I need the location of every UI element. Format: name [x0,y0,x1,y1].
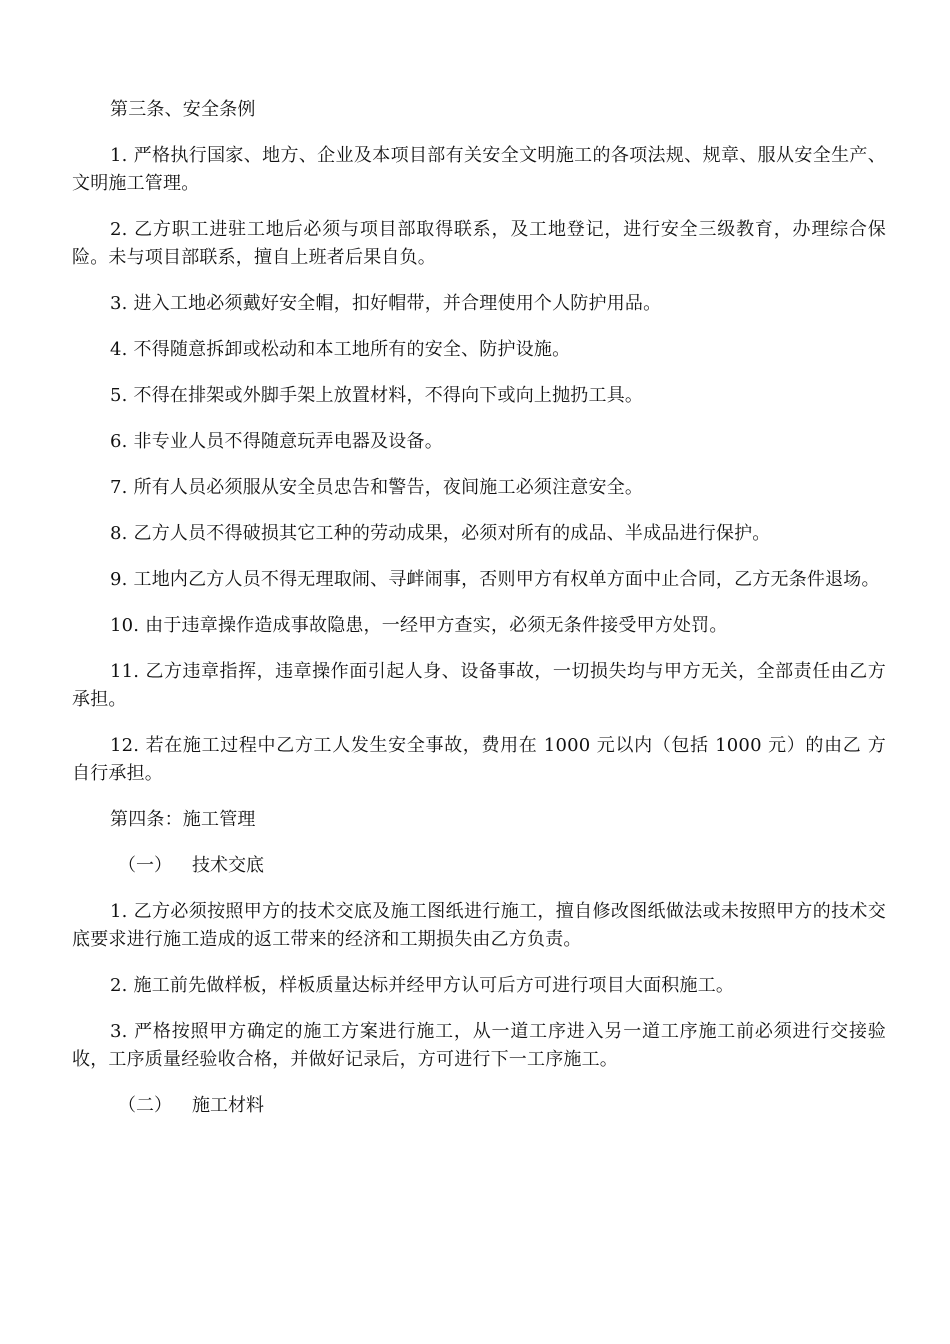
article-3-item-4: 4. 不得随意拆卸或松动和本工地所有的安全、防护设施。 [110,339,571,360]
article-3-item-8: 8. 乙方人员不得破损其它工种的劳动成果，必须对所有的成品、半成品进行保护。 [110,523,771,544]
article-4-title: 第四条：施工管理 [110,809,256,830]
section-1-number: （一） [118,855,172,876]
article-3-item-6: 6. 非专业人员不得随意玩弄电器及设备。 [110,431,443,452]
section-1-item-2: 2. 施工前先做样板，样板质量达标并经甲方认可后方可进行项目大面积施工。 [110,975,735,996]
article-3-item-1: 1. 严格执行国家、地方、企业及本项目部有关安全文明施工的各项法规、规章、服从安全生产、文明施工管理。 [72,145,886,194]
section-2-title: 施工材料 [192,1095,264,1116]
article-3-item-2: 2. 乙方职工进驻工地后必须与项目部取得联系，及工地登记，进行安全三级教育，办理综合保险。未与项目部联系，擅自上班者后果自负。 [72,219,886,268]
section-1-title: 技术交底 [192,855,264,876]
article-3-item-7: 7. 所有人员必须服从安全员忠告和警告，夜间施工必须注意安全。 [110,477,644,498]
article-3-item-9: 9. 工地内乙方人员不得无理取闹、寻衅闹事，否则甲方有权单方面中止合同，乙方无条件退场。 [110,569,880,590]
document-page [72,96,886,1138]
article-3-item-5: 5. 不得在排架或外脚手架上放置材料，不得向下或向上抛扔工具。 [110,385,644,406]
section-1-item-1: 1. 乙方必须按照甲方的技术交底及施工图纸进行施工，擅自修改图纸做法或未按照甲方的技术交底要求进行施工造成的返工带来的经济和工期损失由乙方负责。 [72,901,886,950]
article-3-item-12: 12. 若在施工过程中乙方工人发生安全事故，费用在 1000 元以内（包括 1000 元）的由乙 方自行承担。 [72,735,886,784]
section-1-item-3: 3. 严格按照甲方确定的施工方案进行施工，从一道工序进入另一道工序施工前必须进行交接验收，工序质量经验收合格，并做好记录后，方可进行下一工序施工。 [72,1021,886,1070]
section-2-number: （二） [118,1095,172,1116]
section-1-heading [72,852,886,880]
article-3-item-3: 3. 进入工地必须戴好安全帽，扣好帽带，并合理使用个人防护用品。 [110,293,662,314]
article-3-item-11: 11. 乙方违章指挥，违章操作面引起人身、设备事故，一切损失均与甲方无关，全部责任由乙方承担。 [72,661,886,710]
article-3-item-10: 10. 由于违章操作造成事故隐患，一经甲方查实，必须无条件接受甲方处罚。 [110,615,728,636]
section-2-heading [72,1092,886,1120]
article-3-title: 第三条、安全条例 [110,99,256,120]
